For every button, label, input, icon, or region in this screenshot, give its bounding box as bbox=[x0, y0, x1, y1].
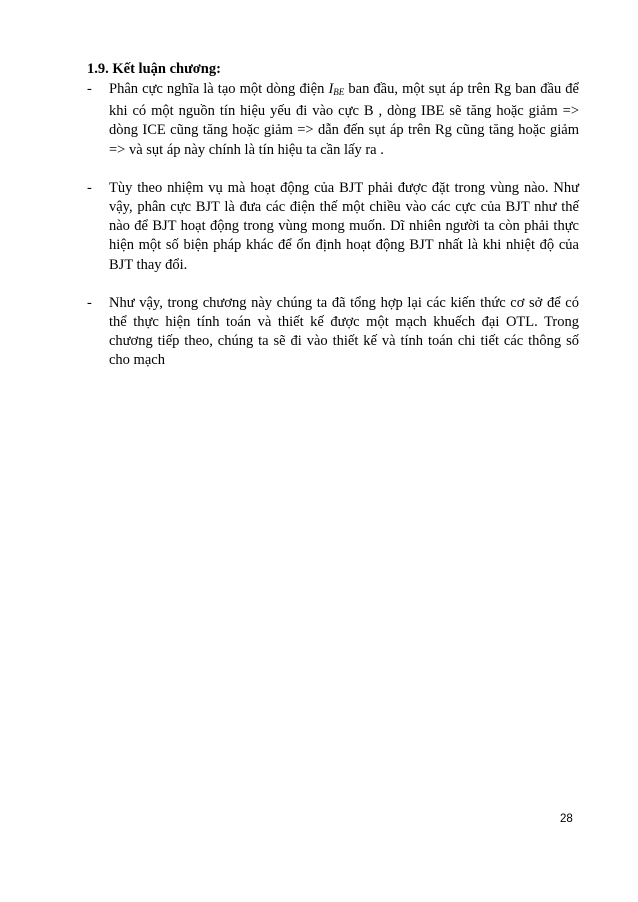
bullet-text bbox=[109, 80, 579, 160]
bullet-list bbox=[87, 80, 579, 390]
bullet-item bbox=[87, 294, 579, 371]
page-number: 28 bbox=[560, 813, 573, 825]
bullet-dash: - bbox=[87, 179, 92, 196]
bullet-text: Tùy theo nhiệm vụ mà hoạt động của BJT phải được đặt trong vùng nào. Như vậy, phân cực BJT là đưa các điện thế một chiều vào các cực của BJT như thế nào để BJT hoạt động trong vùng mong muốn. Dĩ nhiên người ta còn phải thực hiện một số biện pháp khác để ổn định hoạt động BJT nhất là khi nhiệt độ của BJT thay đổi. bbox=[109, 179, 579, 273]
math-subscript: BE bbox=[333, 87, 345, 97]
section-heading: 1.9. Kết luận chương: bbox=[87, 61, 221, 77]
math-symbol bbox=[328, 81, 344, 97]
bullet-item bbox=[87, 80, 579, 160]
bullet-dash: - bbox=[87, 81, 92, 97]
bullet-text: Như vậy, trong chương này chúng ta đã tổng hợp lại các kiến thức cơ sở để có thể thực hiện tính toán và thiết kế được một mạch khuếch đại OTL. Trong chương tiếp theo, chúng ta sẽ đi vào thiết kế và tính toán chi tiết các thông số cho mạch bbox=[109, 294, 579, 369]
bullet-dash: - bbox=[87, 294, 92, 311]
bullet-item bbox=[87, 179, 579, 275]
bullet-text-part: Phân cực nghĩa là tạo một dòng điện bbox=[109, 81, 329, 97]
math-main: I bbox=[328, 81, 334, 97]
bullet-text-part: ban đầu, một sụt áp trên Rg ban đầu để khi có một nguồn tín hiệu yếu đi vào cực B , dòng IBE sẽ tăng hoặc giảm => dòng ICE cũng tăng hoặc giảm => dẫn đến sụt áp trên Rg cũng tăng hoặc giảm => và sụt áp này chính là tín hiệu ta cần lấy ra . bbox=[109, 81, 579, 158]
